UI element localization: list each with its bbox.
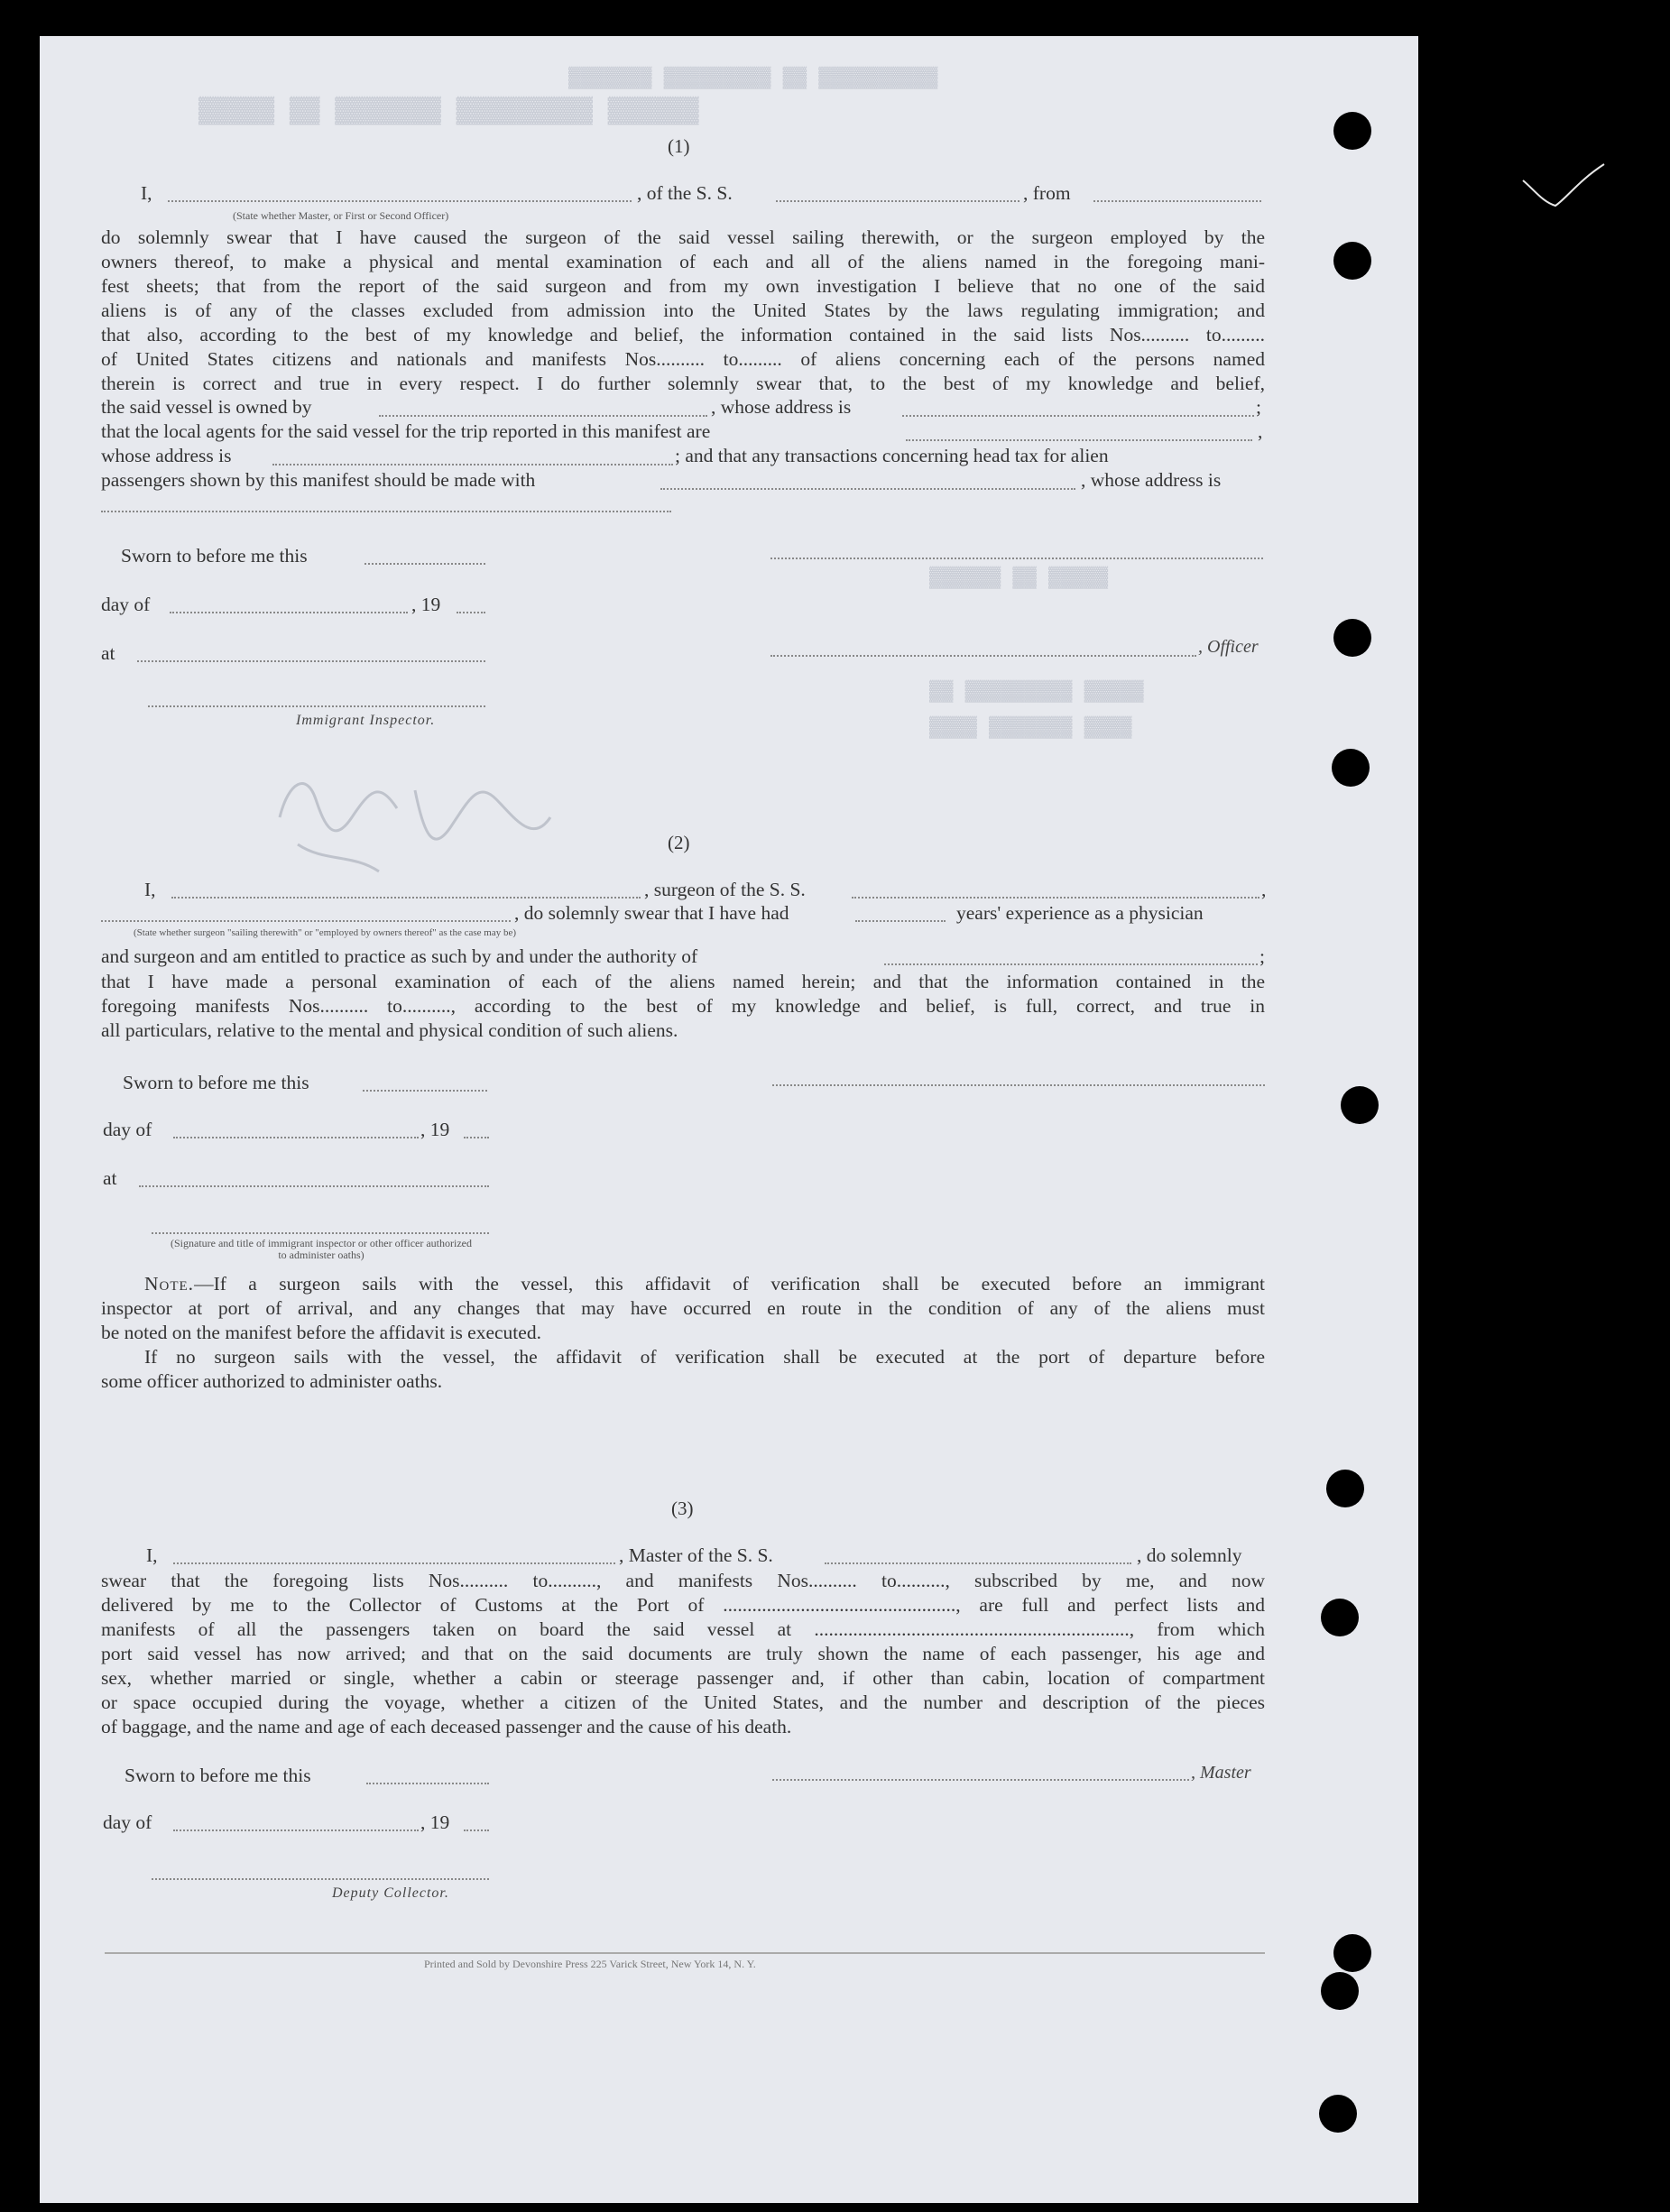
year-field[interactable] (464, 1830, 489, 1831)
of-the-ss-label: , of the S. S. (637, 182, 733, 204)
section-1-number: (1) (668, 135, 690, 157)
agents-address-label: whose address is (101, 445, 232, 466)
binder-hole (1332, 749, 1370, 787)
surgeon-vessel-field[interactable] (852, 897, 1259, 899)
master-signature-field[interactable] (772, 1779, 1189, 1781)
section-3-text-line: of baggage, and the name and age of each deceased passenger and the cause of his death. (101, 1716, 792, 1737)
section-2-text-line: foregoing manifests Nos.......... to.........., according to the best of my knowledge and belief, is full, correct, and true in (101, 995, 1265, 1017)
section-1-text-line: of United States citizens and nationals and manifests Nos.......... to......... of aliens concerning each of the persons named (101, 348, 1265, 370)
section-3-text-line: manifests of all the passengers taken on board the said vessel at ................................................................., from which (101, 1618, 1265, 1640)
section-1-text-line: do solemnly swear that I have caused the surgeon of the said vessel sailing therewith, or the surgeon employed by the (101, 226, 1265, 248)
sworn-day-field[interactable] (366, 1783, 489, 1784)
note-line: be noted on the manifest before the affidavit is executed. (101, 1322, 541, 1343)
head-tax-contact-field[interactable] (660, 488, 1075, 490)
bleed-through-column: ▓▓ ▓▓▓▓▓▓▓▓▓ ▓▓▓▓▓ (929, 680, 1144, 703)
binder-hole (1333, 619, 1371, 657)
margin-check-mark (1516, 162, 1651, 217)
binder-hole (1326, 1470, 1364, 1507)
printer-imprint: Printed and Sold by Devonshire Press 225 Varick Street, New York 14, N. Y. (424, 1958, 756, 1970)
owner-field[interactable] (379, 415, 707, 417)
whose-address-label: , whose address is (711, 396, 852, 418)
master-caption: (State whether Master, or First or Second Officer) (233, 209, 449, 222)
section-1-text-line: owners thereof, to make a physical and mental examination of each and all of the aliens named in the foregoing mani- (101, 251, 1265, 272)
at-label: at (101, 642, 115, 664)
head-tax-address-field[interactable] (101, 511, 671, 512)
surgeon-type-caption: (State whether surgeon "sailing therewith" or "employed by owners thereof" as the case may be) (134, 927, 517, 938)
authority-field[interactable] (884, 963, 1258, 965)
solemnly-swear-label: , do solemnly swear that I have had (514, 902, 789, 924)
sworn-day-field[interactable] (363, 1090, 487, 1092)
from-label: , from (1023, 182, 1071, 204)
from-port-field[interactable] (1093, 200, 1261, 202)
bleed-through-header: ▓▓▓▓▓▓▓ ▓▓▓▓▓▓▓▓▓ ▓▓ ▓▓▓▓▓▓▓▓▓▓ (568, 67, 938, 89)
section-1-text-line: therein is correct and true in every respect. I do further solemnly swear that, to the best of my knowledge and belief, (101, 373, 1265, 394)
binder-hole (1319, 2095, 1357, 2133)
owner-address-field[interactable] (902, 415, 1254, 417)
note-text: —If a surgeon sails with the vessel, this affidavit of verification shall be executed before an immigrant (194, 1273, 1265, 1295)
year-label: , 19 (420, 1119, 450, 1140)
year-field[interactable] (464, 1137, 489, 1138)
officer-caption: , Officer (1198, 637, 1259, 657)
local-agents-field[interactable] (906, 439, 1252, 441)
section-3-text-line: delivered by me to the Collector of Customs at the Port of ................................................, are full and perfect lists and (101, 1594, 1265, 1616)
collector-signature-field[interactable] (152, 1878, 489, 1880)
bleed-through-header: ▓▓▓▓▓ ▓▓ ▓▓▓▓▓▓▓ ▓▓▓▓▓▓▓▓▓ ▓▓▓▓▓▓ (198, 97, 699, 125)
note-line (144, 1272, 1265, 1296)
day-of-label: day of (103, 1119, 152, 1140)
local-agents-label: that the local agents for the said vessel for the trip reported in this manifest are (101, 420, 711, 442)
footer-rule (105, 1952, 1265, 1954)
master-of-ss-label: , Master of the S. S. (619, 1544, 773, 1566)
section-1-text-line: that also, according to the best of my knowledge and belief, the information contained in the said lists Nos.......... to......... (101, 324, 1265, 346)
surgeon-of-ss-label: , surgeon of the S. S. (644, 879, 806, 900)
inspector-signature-field[interactable] (148, 705, 485, 707)
surgeon-name-field[interactable] (171, 897, 641, 899)
section-3-text-line: swear that the foregoing lists Nos.......... to.........., and manifests Nos.......... to.........., subscribed by me, and now (101, 1570, 1265, 1591)
deputy-collector-caption: Deputy Collector. (332, 1885, 449, 1901)
binder-hole (1333, 112, 1371, 150)
signature-caption: (Signature and title of immigrant inspector or other officer authorized to administer oaths) (170, 1237, 472, 1261)
officer-name-field[interactable] (168, 200, 632, 202)
section-1-text-line: fest sheets; that from the report of the said surgeon and from my own investigation I believe that no one of the said (101, 275, 1265, 297)
comma: , (1258, 420, 1263, 442)
do-solemnly-label: , do solemnly (1137, 1544, 1242, 1566)
semicolon: ; (1259, 945, 1265, 967)
binder-hole (1333, 1934, 1371, 1972)
whose-address-label: , whose address is (1081, 469, 1222, 491)
at-place-field[interactable] (139, 1185, 489, 1187)
inspector-signature-field[interactable] (152, 1232, 489, 1234)
head-tax-label: ; and that any transactions concerning head tax for alien (675, 445, 1109, 466)
section-3-text-line: port said vessel has now arrived; and that on the said documents are truly shown the name of each passenger, his age and (101, 1643, 1265, 1664)
month-field[interactable] (173, 1137, 419, 1138)
section-2-text-line: that I have made a personal examination of each of the aliens named herein; and that the information contained in the (101, 971, 1265, 992)
binder-hole (1341, 1086, 1379, 1124)
note-label: Note. (144, 1273, 195, 1295)
stamp-scribble (271, 763, 595, 880)
section-1-i: I, (141, 182, 152, 204)
section-2-i: I, (144, 879, 156, 900)
note-line: some officer authorized to administer oaths. (101, 1370, 443, 1392)
sworn-label: Sworn to before me this (123, 1072, 309, 1093)
years-experience-label: years' experience as a physician (956, 902, 1204, 924)
section-2-number: (2) (668, 832, 690, 853)
year-label: , 19 (420, 1811, 450, 1833)
sworn-label: Sworn to before me this (121, 545, 308, 567)
officer-signature-field[interactable] (770, 558, 1263, 559)
at-place-field[interactable] (137, 660, 485, 662)
sworn-day-field[interactable] (364, 563, 485, 565)
binder-hole (1321, 1599, 1359, 1636)
section-3-number: (3) (671, 1498, 694, 1519)
year-label: , 19 (411, 594, 441, 615)
master-vessel-field[interactable] (825, 1562, 1131, 1564)
owned-by-label: the said vessel is owned by (101, 396, 312, 418)
vessel-name-field[interactable] (776, 200, 1020, 202)
note-line: inspector at port of arrival, and any changes that may have occurred en route in the condition of any of the aliens must (101, 1297, 1265, 1319)
bleed-through-column: ▓▓▓▓ ▓▓▓▓▓▓▓ ▓▓▓▓ (929, 716, 1132, 739)
at-label: at (103, 1167, 117, 1189)
day-of-label: day of (103, 1811, 152, 1833)
bleed-through-column: ▓▓▓▓▓▓ ▓▓ ▓▓▓▓▓ (929, 567, 1109, 589)
section-3-text-line: sex, whether married or single, whether a cabin or steerage passenger and, if other than cabin, location of compartment (101, 1667, 1265, 1689)
section-1-text-line: aliens is of any of the classes excluded from admission into the United States by the laws regulating immigration; and (101, 300, 1265, 321)
comma: , (1261, 879, 1267, 900)
surgeon-signature-field[interactable] (772, 1084, 1265, 1086)
surgeon-type-field[interactable] (101, 920, 511, 922)
section-2-text-line: all particulars, relative to the mental and physical condition of such aliens. (101, 1019, 678, 1041)
month-field[interactable] (170, 612, 408, 613)
note-line: If no surgeon sails with the vessel, the affidavit of verification shall be executed at the port of departure before (144, 1346, 1265, 1368)
years-experience-field[interactable] (855, 920, 946, 922)
binder-hole (1333, 242, 1371, 280)
month-field[interactable] (173, 1830, 419, 1831)
semicolon: ; (1256, 396, 1261, 418)
day-of-label: day of (101, 594, 151, 615)
section-3-i: I, (146, 1544, 158, 1566)
year-field[interactable] (457, 612, 485, 613)
sworn-label: Sworn to before me this (125, 1765, 311, 1786)
authority-label: and surgeon and am entitled to practice as such by and under the authority of (101, 945, 698, 967)
section-3-text-line: or space occupied during the voyage, whether a citizen of the United States, and the number and description of the pieces (101, 1691, 1265, 1713)
agents-address-field[interactable] (272, 464, 673, 465)
master-name-field[interactable] (173, 1562, 615, 1564)
officer-title-field[interactable] (770, 655, 1196, 657)
immigrant-inspector-caption: Immigrant Inspector. (296, 713, 436, 728)
passengers-label: passengers shown by this manifest should be made with (101, 469, 536, 491)
master-caption: , Master (1191, 1763, 1251, 1783)
binder-hole (1321, 1972, 1359, 2010)
